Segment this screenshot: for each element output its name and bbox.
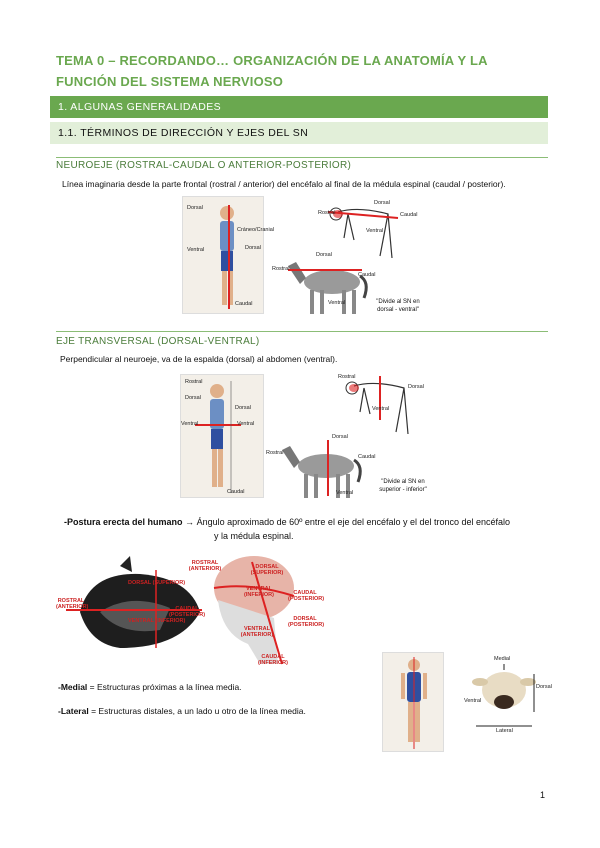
label-rostral: Rostral	[272, 266, 290, 272]
postura-text-2: y la médula espinal.	[214, 531, 294, 541]
bent-human-figure-2	[334, 372, 434, 442]
neuroeje-heading: NEUROEJE (ROSTRAL-CAUDAL O ANTERIOR-POSTERIOR)	[56, 160, 352, 171]
arrow-icon: →	[185, 517, 195, 527]
label-ventral: Ventral	[464, 698, 482, 704]
medial-definition	[58, 681, 242, 693]
label-ventral: Ventral	[181, 421, 199, 427]
label-ventral: VENTRAL (INFERIOR)	[244, 586, 274, 598]
label-caudal: Caudal	[227, 489, 245, 495]
transversal-note: "Divide al SN en superior - inferior"	[379, 479, 427, 493]
human-head-figure	[188, 548, 325, 666]
divider	[56, 331, 548, 332]
human-front-figure	[382, 652, 444, 752]
label-ventral: Ventral	[187, 247, 205, 253]
label-lateral: Lateral	[496, 728, 513, 734]
neuroeje-text: Línea imaginaria desde la parte frontal (rostral / anterior) del encéfalo al final de la médula espinal (caudal / posterior).	[62, 179, 506, 189]
sheep-head-figure	[460, 656, 552, 736]
label-ventral: VENTRAL (INFERIOR)	[128, 618, 186, 624]
label-dorsal-2: Dorsal	[235, 405, 251, 411]
label-caudal-2: CAUDAL (INFERIOR)	[258, 654, 288, 666]
lateral-term: -Lateral	[58, 706, 89, 716]
label-ventral: Ventral	[328, 300, 346, 306]
divider	[56, 157, 548, 158]
transversal-text: Perpendicular al neuroeje, va de la espalda (dorsal) al abdomen (ventral).	[60, 354, 338, 364]
section-heading-generalidades: 1. ALGUNAS GENERALIDADES	[50, 96, 548, 118]
label-rostral: Rostral	[185, 379, 203, 385]
label-ventral: Ventral	[336, 490, 354, 496]
neuroeje-note: "Divide al SN en dorsal - ventral"	[376, 299, 420, 313]
postura-line	[64, 516, 554, 528]
label-caudal: Caudal	[235, 301, 253, 307]
medial-text: = Estructuras próximas a la línea media.	[87, 682, 242, 692]
label-ventral: Ventral	[372, 406, 390, 412]
subsection-heading-terminos: 1.1. TÉRMINOS DE DIRECCIÓN Y EJES DEL SN	[50, 122, 548, 144]
label-dorsal: Dorsal	[185, 395, 201, 401]
label-dorsal: Dorsal	[408, 384, 424, 390]
label-rostral: Rostral	[266, 450, 284, 456]
label-caudal: Caudal	[358, 272, 376, 278]
transversal-heading: EJE TRANSVERSAL (DORSAL-VENTRAL)	[56, 336, 260, 347]
label-dorsal-2: Dorsal	[245, 245, 261, 251]
label-dorsal: Dorsal	[187, 205, 203, 211]
label-ventral: Ventral	[366, 228, 384, 234]
label-medial: Medial	[494, 656, 511, 662]
label-dorsal: DORSAL (SUPERIOR)	[250, 564, 284, 576]
label-dorsal-2: DORSAL (POSTERIOR)	[288, 616, 325, 628]
label-rostral: Rostral	[318, 210, 336, 216]
label-caudal: Caudal	[358, 454, 376, 460]
label-dorsal: Dorsal	[316, 252, 332, 258]
horse-figure-2	[266, 434, 376, 504]
label-caudal: CAUDAL (POSTERIOR)	[288, 590, 325, 602]
label-cranial: Cráneo/Cranial	[237, 227, 274, 233]
label-caudal: CAUDAL (POSTERIOR)	[168, 606, 206, 618]
page-title: TEMA 0 – RECORDANDO… ORGANIZACIÓN DE LA ANATOMÍA Y LA FUNCIÓN DEL SISTEMA NERVIOSO	[56, 53, 488, 89]
postura-text-1: Ángulo aproximado de 60º entre el eje del encéfalo y el del tronco del encéfalo	[196, 517, 511, 527]
human-standing-figure-2	[180, 374, 264, 498]
medial-term: -Medial	[58, 682, 88, 692]
postura-bold: -Postura erecta del humano	[64, 517, 183, 527]
label-ventral-2: VENTRAL (ANTERIOR)	[240, 626, 274, 638]
label-rostral: ROSTRAL (ANTERIOR)	[188, 560, 222, 572]
label-ventral-2: Ventral	[237, 421, 255, 427]
label-caudal: Caudal	[400, 212, 418, 218]
label-dorsal: DORSAL (SUPERIOR)	[128, 580, 186, 586]
lateral-text: = Estructuras distales, a un lado u otro de la línea media.	[88, 706, 306, 716]
page-number: 1	[540, 790, 546, 800]
label-rostral: ROSTRAL (ANTERIOR)	[56, 598, 89, 610]
label-dorsal: Dorsal	[536, 684, 552, 690]
label-dorsal: Dorsal	[332, 434, 348, 440]
lateral-definition	[58, 705, 306, 717]
label-rostral: Rostral	[338, 374, 356, 380]
label-dorsal: Dorsal	[374, 200, 390, 206]
horse-figure	[272, 252, 382, 318]
human-standing-figure	[182, 196, 274, 314]
